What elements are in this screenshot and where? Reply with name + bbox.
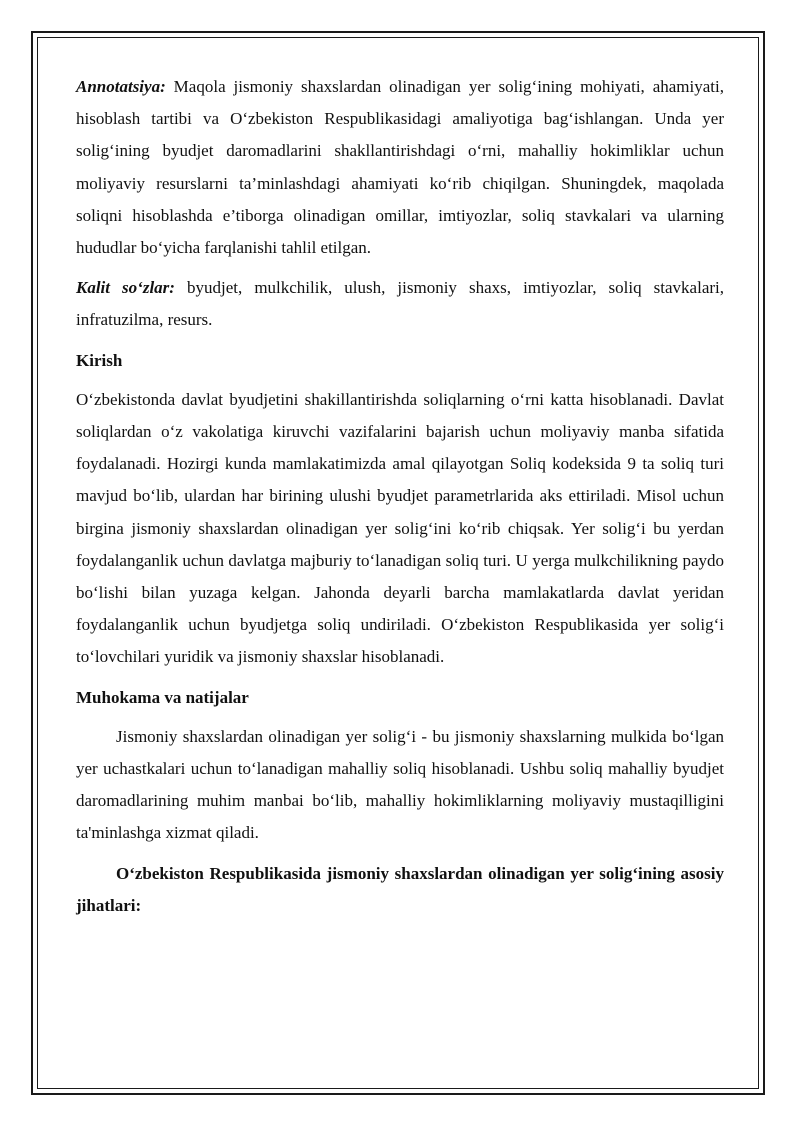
discussion-heading: Muhokama va natijalar — [76, 687, 249, 707]
intro-paragraph: O‘zbekistonda davlat byudjetini shakillantirishda soliqlarning o‘rni katta hisoblanadi. Davlat soliqlardan o‘z vakolatiga kiruvchi vazifalarini bajarish uchun moliyaviy manba sifatida foydalanadi. Hozirgi kunda mamlakatimizda amal qilayotgan Soliq kodeksida 9 ta soliq turi mavjud bo‘lib, ulardan har birining ulushi byudjet parametrlarida aks ettiriladi. Misol uchun birgina jismoniy shaxslardan olinadigan yer solig‘ini ko‘rib chiqsak. Yer solig‘i bu yerdan foydalanganlik uchun davlatga majburiy to‘lanadigan soliq turi. U yerga mulkchilikning paydo bo‘lishi bilan yuzaga kelgan. Jahonda deyarli barcha mamlakatlarda davlat yeridan foydalanganlik uchun byudjetga soliq undiriladi. O‘zbekiston Respublikasida yer solig‘i to‘lovchilari yuridik va jismoniy shaxslar hisoblanadi. — [76, 389, 724, 667]
document-body — [76, 71, 724, 930]
discussion-paragraph: Jismoniy shaxslardan olinadigan yer solig‘i - bu jismoniy shaxslarning mulkida bo‘lgan yer uchastkalari uchun to‘lanadigan mahalliy soliq hisoblanadi. Ushbu soliq mahalliy byudjet daromadlarining muhim manbai bo‘lib, mahalliy hokimliklarning moliyaviy mustaqilligini ta'minlashga xizmat qiladi. — [76, 726, 724, 843]
keywords-label: Kalit so‘zlar: — [76, 278, 175, 298]
abstract-text: Maqola jismoniy shaxslardan olinadigan yer solig‘ining mohiyati, ahamiyati, hisoblash tartibi va O‘zbekiston Respublikasidagi amaliyotiga bag‘ishlangan. Unda yer solig‘ining byudjet daromadlarini shakllantirishdagi o‘rni, mahalliy hokimliklar uchun moliyaviy resurslarni ta’minlashdagi ahamiyati ko‘rib chiqilgan. Shuningdek, maqolada soliqni hisoblashda e’tiborga olinadigan omillar, imtiyozlar, soliq stavkalari va ularning hududlar bo‘yicha farqlanishi tahlil etilgan. — [76, 77, 724, 258]
intro-heading: Kirish — [76, 350, 123, 370]
keywords-paragraph — [76, 272, 724, 336]
abstract-paragraph — [76, 71, 724, 264]
abstract-label: Annotatsiya: — [76, 77, 166, 96]
keywords-text: byudjet, mulkchilik, ulush, jismoniy shaxs, imtiyozlar, soliq stavkalari, infratuzilma, resurs. — [76, 278, 725, 330]
discussion-subheading: O‘zbekiston Respublikasida jismoniy shaxslardan olinadigan yer solig‘ining asosiy jihatlari: — [76, 863, 724, 915]
